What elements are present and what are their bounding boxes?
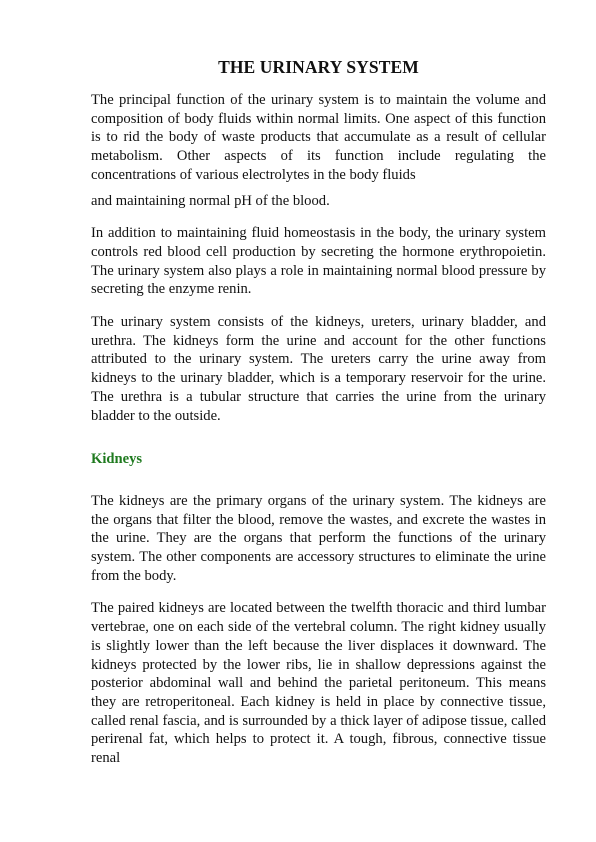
paragraph-kidneys-primary: The kidneys are the primary organs of the urinary system. The kidneys are the organs that filter the blood, remove the wastes, and excrete the wastes in the urine. They are the organs that perform the functions of the urinary system. The other components are accessory structures to eliminate the urine from the body. [91,492,546,584]
document-page [91,56,546,768]
paragraph-components: The urinary system consists of the kidneys, ureters, urinary bladder, and urethra. The kidneys form the urine and account for the other functions attributed to the urinary system. The ureters carry the urine away from kidneys to the urinary bladder, which is a temporary reservoir for the urine. The urethra is a tubular structure that carries the urine from the urinary bladder to the outside. [91,314,546,424]
paragraph-intro: The principal function of the urinary system is to maintain the volume and composition of body fluids within normal limits. One aspect of this function is to rid the body of waste products that accumulate as a result of cellular metabolism. Other aspects of its function include regulating the concentrations of various electrolytes in the body fluids [91,92,546,183]
section-heading-kidneys: Kidneys [91,451,143,468]
document-title: THE URINARY SYSTEM [218,57,419,77]
paragraph-homeostasis: In addition to maintaining fluid homeostasis in the body, the urinary system controls red blood cell production by secreting the hormone erythropoietin. The urinary system also plays a role in maintaining normal blood pressure by secreting the enzyme renin. [91,225,546,298]
paragraph-intro-continued: and maintaining normal pH of the blood. [91,192,330,209]
paragraph-kidneys-location: The paired kidneys are located between the twelfth thoracic and third lumbar vertebrae, one on each side of the vertebral column. The right kidney usually is slightly lower than the left because the liver displaces it downward. The kidneys protected by the lower ribs, lie in shallow depressions against the posterior abdominal wall and behind the parietal peritoneum. This means they are retroperitoneal. Each kidney is held in place by connective tissue, called renal fascia, and is surrounded by a thick layer of adipose tissue, called perirenal fat, which helps to protect it. A tough, fibrous, connective tissue renal [91,600,546,767]
